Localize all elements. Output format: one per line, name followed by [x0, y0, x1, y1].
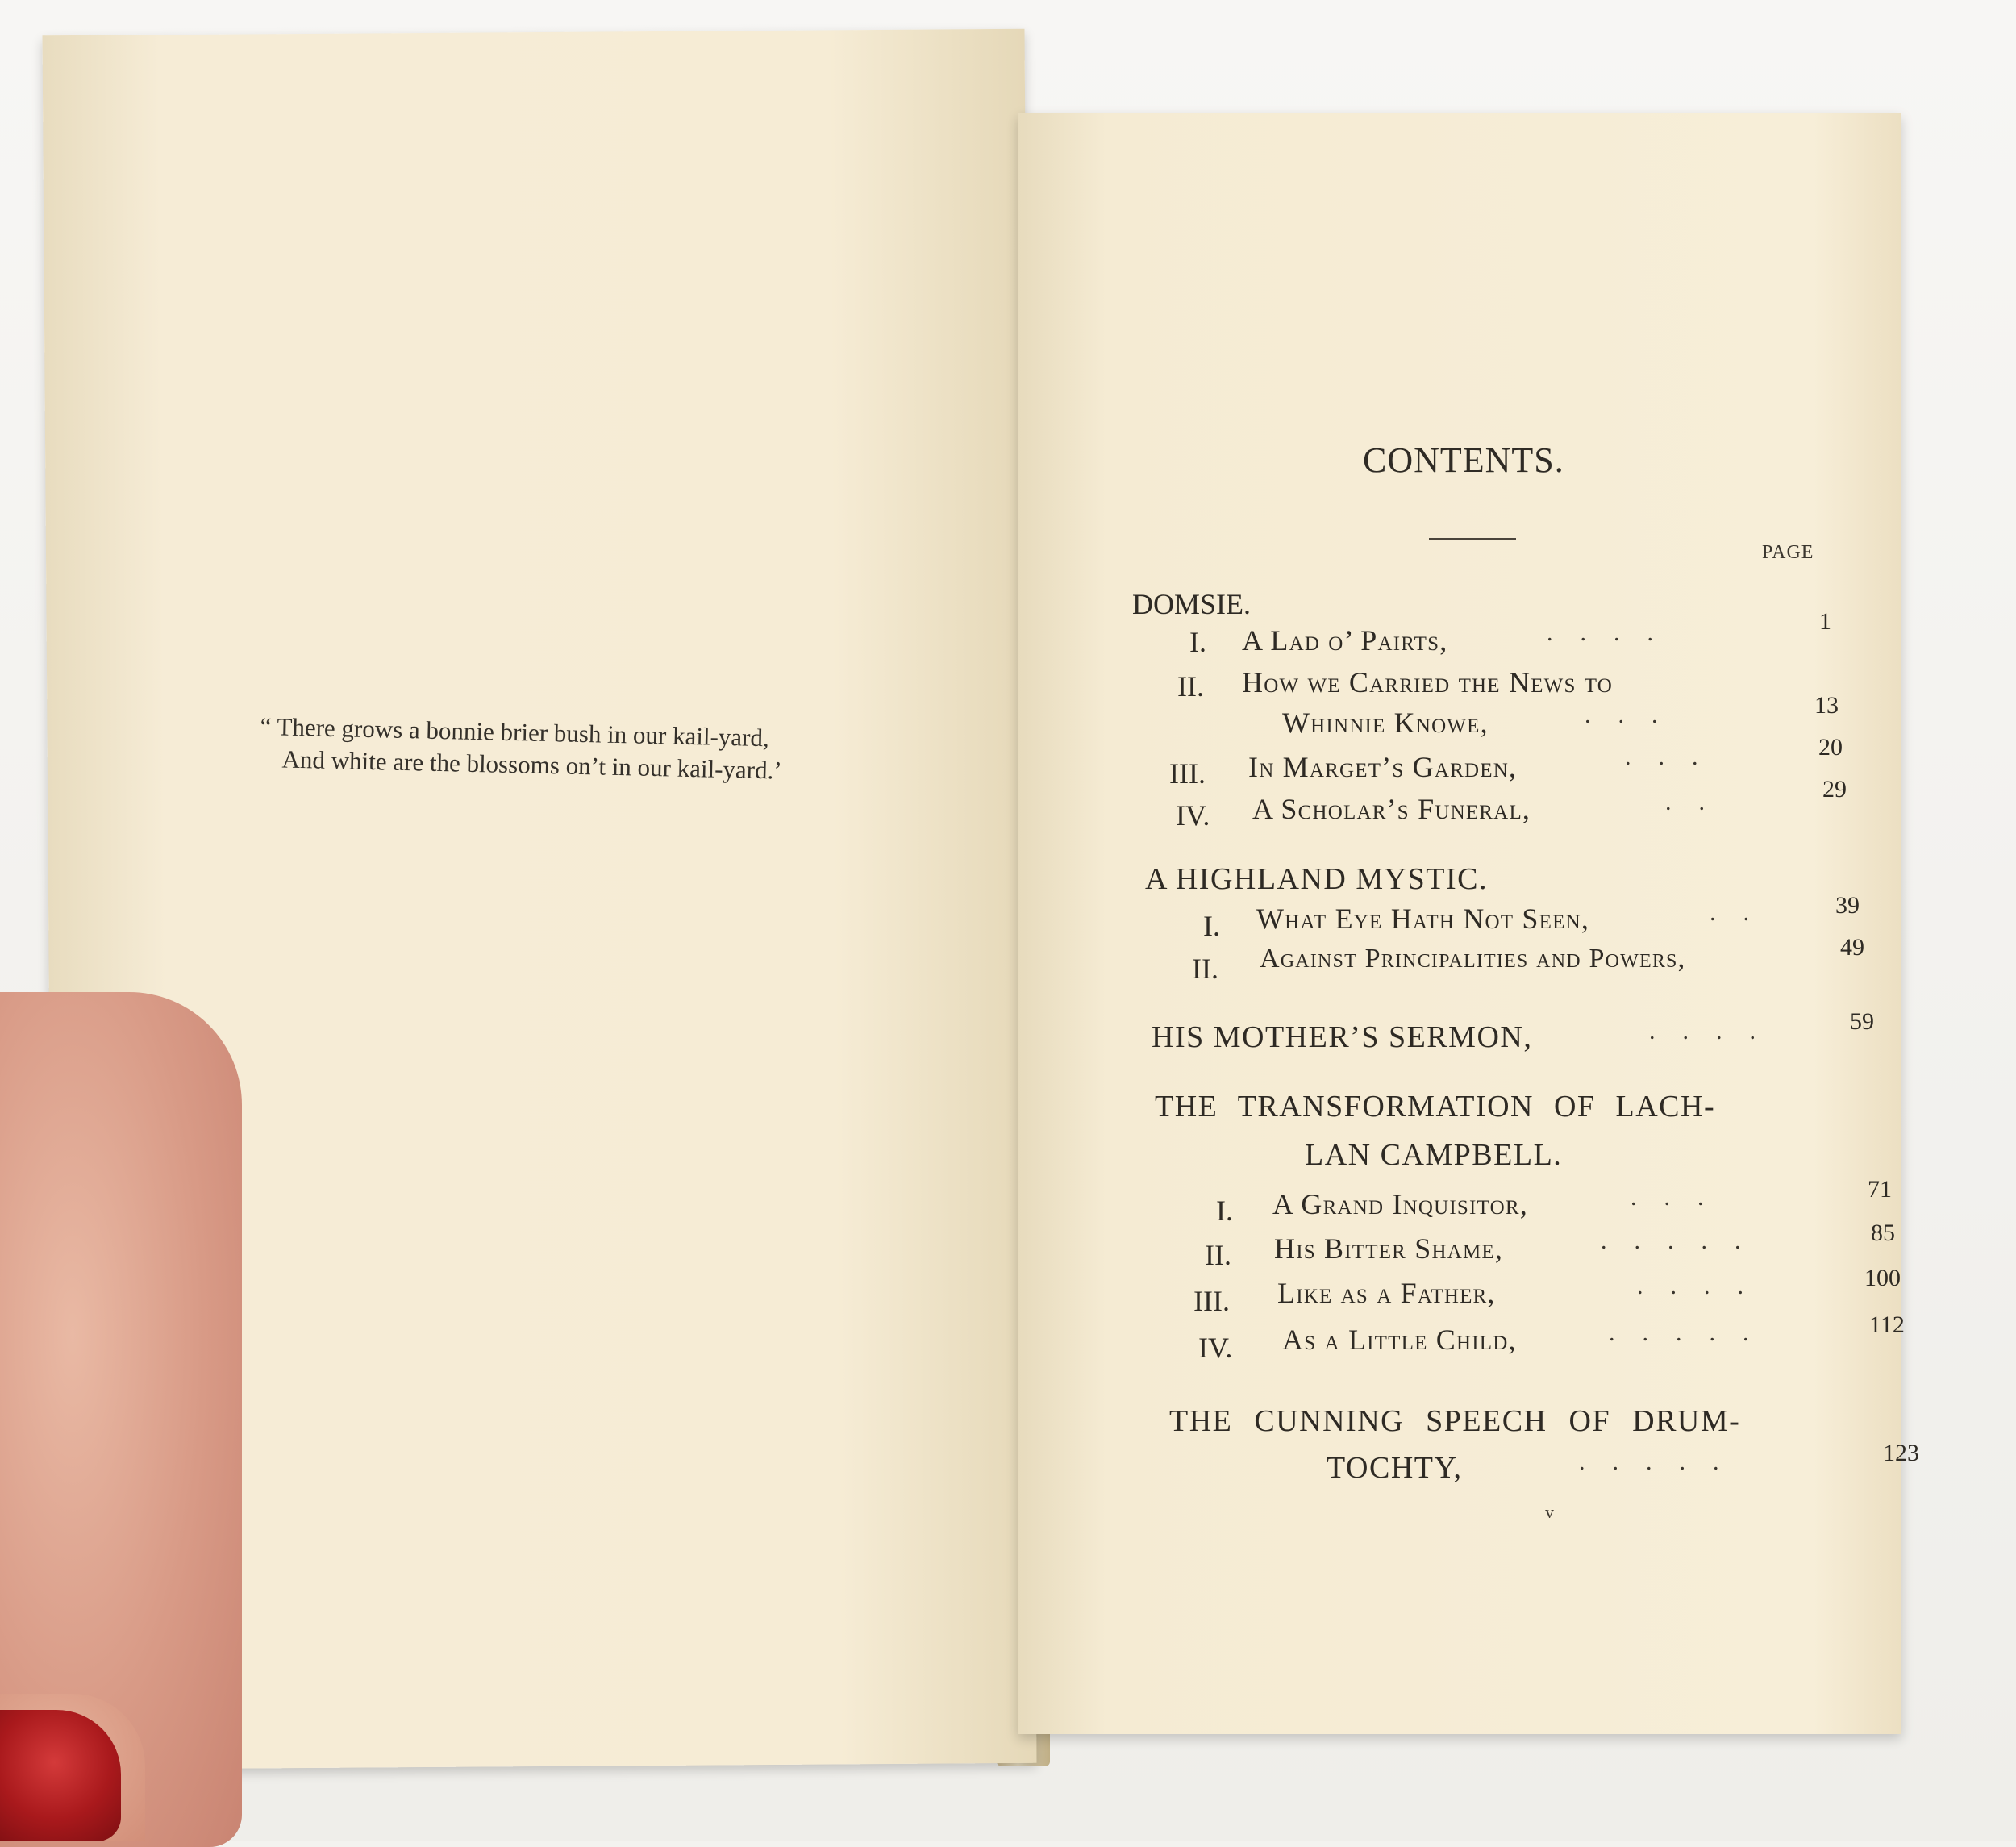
leader-dots: .. — [1710, 899, 1776, 926]
chapter-title: Like as a Father, — [1277, 1277, 1496, 1309]
section-title-continued: TOCHTY, — [1327, 1451, 1463, 1485]
section-title: A HIGHLAND MYSTIC. — [1145, 862, 1488, 896]
chapter-title: In Marget’s Garden, — [1248, 751, 1518, 783]
page-column-heading: PAGE — [1762, 542, 1814, 563]
section-title: DOMSIE. — [1132, 588, 1252, 620]
page-number: 49 — [1840, 934, 1864, 961]
leader-dots: ... — [1625, 744, 1726, 770]
chapter-numeral: I. — [1203, 910, 1220, 942]
epigraph-line-1: “ There grows a bonnie brier bush in our kail-yard, — [260, 711, 770, 753]
section-title: HIS MOTHER’S SERMON, — [1152, 1020, 1533, 1054]
epigraph-line-2: And white are the blossoms on’t in our kail-yard.’ — [281, 744, 783, 785]
leader-dots: .... — [1547, 619, 1681, 646]
chapter-numeral: IV. — [1176, 799, 1210, 832]
page-number: 71 — [1868, 1176, 1892, 1203]
chapter-title: A Lad o’ Pairts, — [1242, 624, 1448, 657]
chapter-numeral: I. — [1189, 626, 1206, 658]
title-rule — [1429, 538, 1516, 540]
page-number: 59 — [1850, 1008, 1874, 1035]
chapter-title: A Scholar’s Funeral, — [1252, 793, 1531, 825]
chapter-numeral: II. — [1192, 953, 1218, 985]
leader-dots: ... — [1631, 1184, 1731, 1211]
chapter-title: His Bitter Shame, — [1274, 1232, 1504, 1265]
leader-dots: .... — [1649, 1018, 1783, 1044]
chapter-numeral: II. — [1177, 670, 1204, 703]
leader-dots: ..... — [1579, 1449, 1747, 1475]
page-number: 1 — [1819, 608, 1831, 635]
leader-dots: ... — [1585, 702, 1685, 728]
leader-dots: .. — [1665, 789, 1732, 815]
leader-dots: ..... — [1601, 1228, 1768, 1254]
page-number: 39 — [1835, 892, 1860, 919]
chapter-title-continued: Whinnie Knowe, — [1282, 707, 1489, 739]
leader-dots: ..... — [1609, 1320, 1776, 1346]
chapter-title: What Eye Hath Not Seen, — [1256, 903, 1590, 935]
painted-fingernail — [0, 1710, 121, 1841]
contents-title: CONTENTS. — [1363, 440, 1564, 480]
chapter-title: As a Little Child, — [1282, 1324, 1517, 1356]
chapter-title: How we Carried the News to — [1242, 666, 1614, 698]
page-number: 100 — [1864, 1265, 1901, 1291]
page-number: 85 — [1871, 1220, 1895, 1246]
page-number: 20 — [1818, 734, 1843, 761]
section-title: THE CUNNING SPEECH OF DRUM- — [1169, 1404, 1741, 1438]
chapter-title: A Grand Inquisitor, — [1272, 1188, 1528, 1220]
page-number: 123 — [1883, 1440, 1919, 1466]
section-title-continued: LAN CAMPBELL. — [1305, 1138, 1563, 1172]
chapter-numeral: I. — [1216, 1195, 1233, 1227]
section-title: THE TRANSFORMATION OF LACH- — [1155, 1090, 1716, 1124]
chapter-numeral: III. — [1193, 1285, 1230, 1317]
chapter-numeral: III. — [1169, 757, 1206, 790]
chapter-title: Against Principalities and Powers, — [1260, 944, 1686, 974]
page-folio: v — [1545, 1502, 1554, 1522]
leader-dots: .... — [1637, 1273, 1771, 1299]
chapter-numeral: II. — [1205, 1239, 1231, 1271]
page-number: 29 — [1822, 776, 1847, 803]
chapter-numeral: IV. — [1198, 1332, 1233, 1364]
page-number: 112 — [1869, 1311, 1905, 1338]
page-number: 13 — [1814, 692, 1839, 719]
